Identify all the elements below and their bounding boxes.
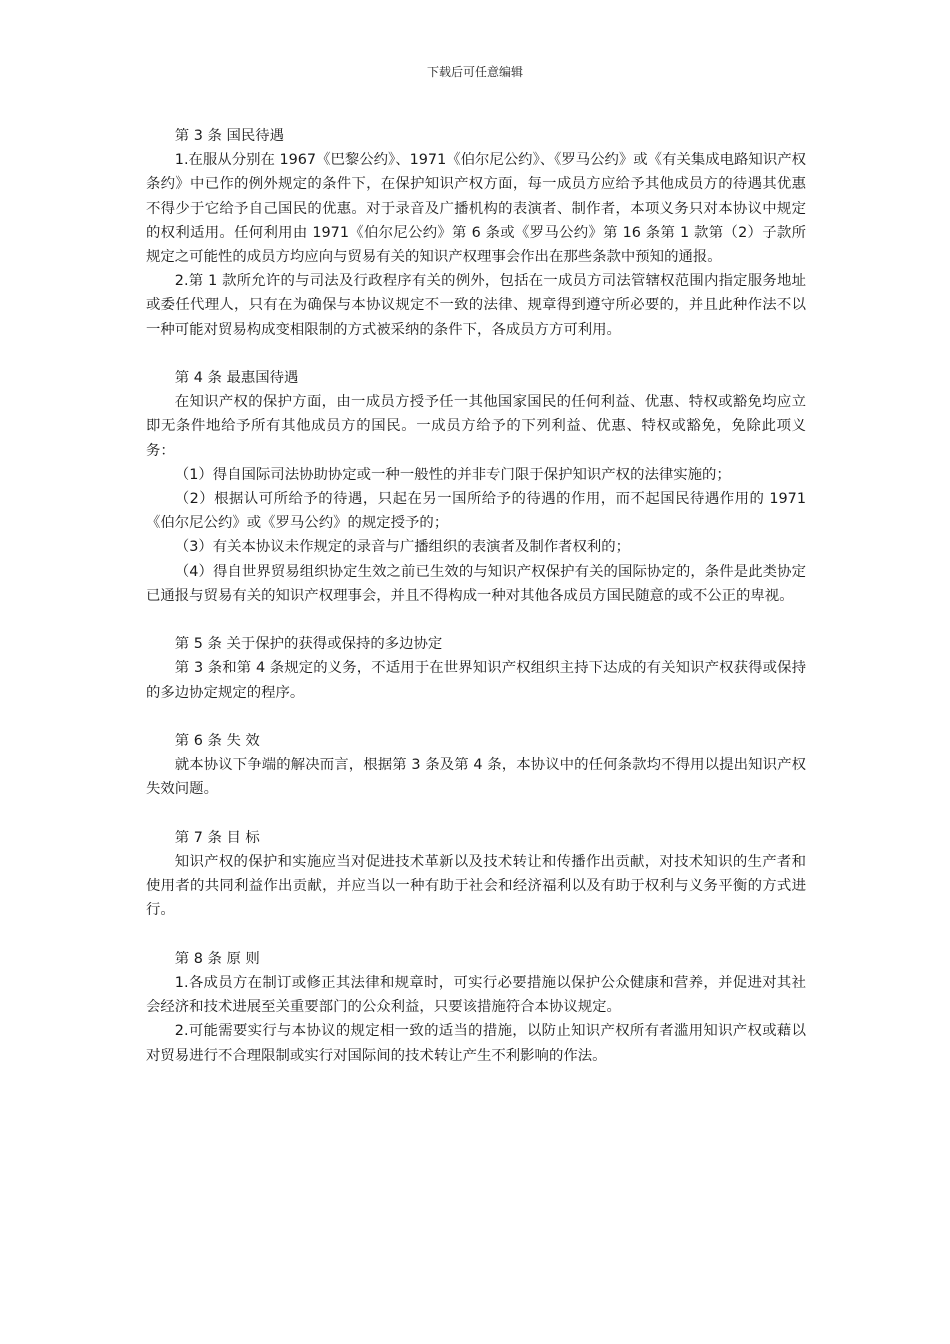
article-4-item-2: （2）根据认可所给予的待遇，只起在另一国所给予的待遇的作用，而不起国民待遇作用的 1971《伯尔尼公约》或《罗马公约》的规定授予的； (146, 491, 806, 532)
article-3 (146, 124, 806, 342)
article-7-title: 第 7 条 目 标 (174, 829, 260, 846)
article-3-para-2: 2.第 1 款所允许的与司法及行政程序有关的例外，包括在一成员方司法管辖权范围内指定服务地址或委任代理人，只有在为确保与本协议规定不一致的法律、规章得到遵守所必要的，并且此种作法不以一种可能对贸易构成变相限制的方式被采纳的条件下，各成员方方可利用。 (146, 273, 806, 338)
document-body (146, 124, 806, 1068)
article-3-para-1: 1.在服从分别在 1967《巴黎公约》、1971《伯尔尼公约》、《罗马公约》或《有关集成电路知识产权条约》中已作的例外规定的条件下，在保护知识产权方面，每一成员方应给予其他成员方的待遇其优惠不得少于它给予自己国民的优惠。对于录音及广播机构的表演者、制作者，本项义务只对本协议中规定的权利适用。任何利用由 1971《伯尔尼公约》第 6 条或《罗马公约》第 16 条第 1 款第（2）子款所规定之可能性的成员方均应向与贸易有关的知识产权理事会作出在那些条款中预知的通报。 (146, 152, 806, 266)
article-3-title: 第 3 条 国民待遇 (174, 128, 285, 144)
article-7-para-1: 知识产权的保护和实施应当对促进技术革新以及技术转让和传播作出贡献，对技术知识的生产者和使用者的共同利益作出贡献，并应当以一种有助于社会和经济福利以及有助于权利与义务平衡的方式进行。 (146, 854, 806, 919)
article-8-para-2: 2.可能需要实行与本协议的规定相一致的适当的措施，以防止知识产权所有者滥用知识产权或藉以对贸易进行不合理限制或实行对国际间的技术转让产生不利影响的作法。 (146, 1023, 806, 1064)
article-6 (146, 729, 806, 802)
article-5-para-1: 第 3 条和第 4 条规定的义务，不适用于在世界知识产权组织主持下达成的有关知识产权获得或保持的多边协定规定的程序。 (146, 660, 806, 701)
article-4-para-1: 在知识产权的保护方面，由一成员方授予任一其他国家国民的任何利益、优惠、特权或豁免均应立即无条件地给予所有其他成员方的国民。一成员方给予的下列利益、优惠、特权或豁免，免除此项义务： (146, 394, 806, 459)
article-4-title: 第 4 条 最惠国待遇 (174, 370, 299, 387)
article-4-item-1: （1）得自国际司法协助协定或一种一般性的并非专门限于保护知识产权的法律实施的； (174, 466, 731, 483)
article-6-para-1: 就本协议下争端的解决而言，根据第 3 条及第 4 条，本协议中的任何条款均不得用以提出知识产权失效问题。 (146, 757, 806, 798)
article-6-title: 第 6 条 失 效 (174, 733, 260, 750)
article-5-title: 第 5 条 关于保护的获得或保持的多边协定 (174, 636, 443, 653)
article-8 (146, 947, 806, 1068)
article-8-title: 第 8 条 原 则 (174, 950, 260, 967)
article-4-item-4: （4）得自世界贸易组织协定生效之前已生效的与知识产权保护有关的国际协定的，条件是此类协定已通报与贸易有关的知识产权理事会，并且不得构成一种对其他各成员方国民随意的或不公正的卑视。 (146, 563, 806, 604)
article-8-para-1: 1.各成员方在制订或修正其法律和规章时，可实行必要措施以保护公众健康和营养，并促进对其社会经济和技术进展至关重要部门的公众利益，只要该措施符合本协议规定。 (146, 975, 806, 1016)
article-7 (146, 826, 806, 923)
page-header: 下载后可任意编辑 (426, 65, 523, 79)
article-4-item-3: （3）有关本协议未作规定的录音与广播组织的表演者及制作者权利的； (174, 539, 631, 556)
article-5 (146, 632, 806, 705)
article-4 (146, 366, 806, 608)
